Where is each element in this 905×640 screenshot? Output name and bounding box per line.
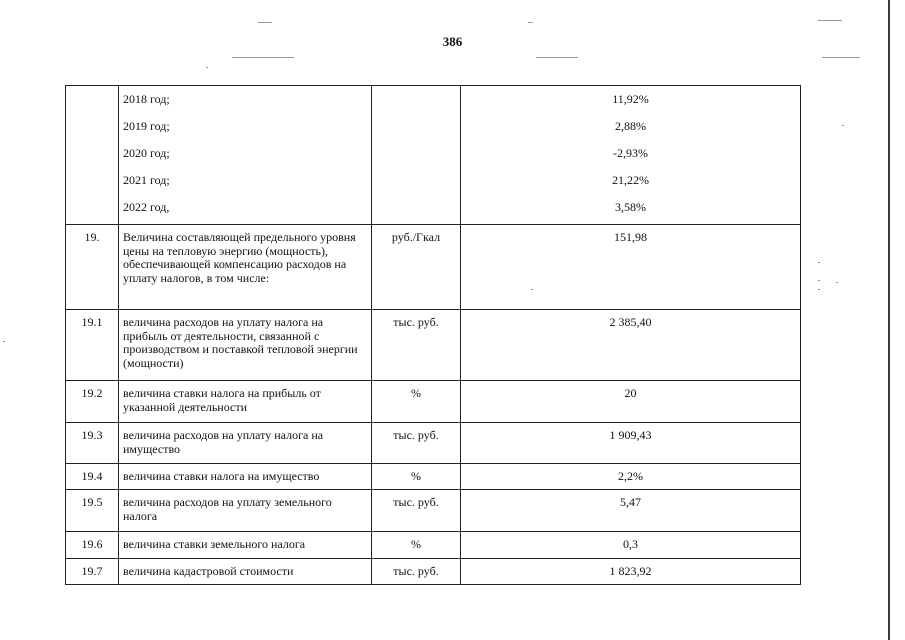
scan-edge xyxy=(888,0,890,640)
year-label: 2018 год; xyxy=(123,92,170,106)
row-value: 1 909,43 xyxy=(461,423,801,464)
table-row xyxy=(66,310,801,381)
scan-mark xyxy=(836,282,838,283)
tariff-table xyxy=(65,85,801,585)
year-value: -2,93% xyxy=(613,146,648,160)
unit-cell xyxy=(372,86,461,225)
scan-mark xyxy=(258,22,272,23)
year-value: 11,92% xyxy=(612,92,649,106)
row-unit: тыс. руб. xyxy=(372,559,461,585)
table-row xyxy=(66,464,801,490)
table-row xyxy=(66,225,801,310)
scan-mark xyxy=(536,57,578,58)
row-unit: % xyxy=(372,464,461,490)
page-number: 386 xyxy=(442,34,463,49)
scan-mark xyxy=(818,280,820,281)
row-value: 2,2% xyxy=(461,464,801,490)
row-unit: тыс. руб. xyxy=(372,423,461,464)
scan-mark xyxy=(528,22,533,23)
row-value: 5,47 xyxy=(461,490,801,532)
year-labels-cell xyxy=(119,86,372,225)
row-description: величина ставки налога на прибыль от указанной деятельности xyxy=(119,381,372,423)
row-description: величина расходов на уплату земельного налога xyxy=(119,490,372,532)
row-value: 151,98 xyxy=(461,225,801,310)
table-row xyxy=(66,559,801,585)
row-value: 0,3 xyxy=(461,532,801,559)
scan-mark xyxy=(818,289,820,290)
table-row xyxy=(66,490,801,532)
year-value: 2,88% xyxy=(615,119,646,133)
table-row xyxy=(66,381,801,423)
row-value: 1 823,92 xyxy=(461,559,801,585)
row-description: величина расходов на уплату налога на имущество xyxy=(119,423,372,464)
year-label: 2021 год; xyxy=(123,173,170,187)
year-label: 2022 год, xyxy=(123,200,170,214)
scan-mark xyxy=(818,262,820,263)
row-number-cell xyxy=(66,86,119,225)
row-description: величина ставки налога на имущество xyxy=(119,464,372,490)
row-number: 19.4 xyxy=(66,464,119,490)
row-unit: тыс. руб. xyxy=(372,310,461,381)
row-description: величина расходов на уплату налога на прибыль от деятельности, связанной с производством и поставкой тепловой энергии (мощности) xyxy=(119,310,372,381)
row-number: 19. xyxy=(66,225,119,310)
row-unit: тыс. руб. xyxy=(372,490,461,532)
scan-mark xyxy=(3,341,5,342)
row-number: 19.7 xyxy=(66,559,119,585)
row-unit: руб./Гкал xyxy=(372,225,461,310)
row-description: величина кадастровой стоимости xyxy=(119,559,372,585)
scan-mark xyxy=(232,57,294,58)
row-description: Величина составляющей предельного уровня цены на тепловую энергию (мощность), обеспечивающей компенсацию расходов на уплату налогов, в том числе: xyxy=(119,225,372,310)
scan-mark xyxy=(842,125,844,126)
table-row xyxy=(66,423,801,464)
row-unit: % xyxy=(372,532,461,559)
year-value: 21,22% xyxy=(612,173,649,187)
row-number: 19.5 xyxy=(66,490,119,532)
row-value: 2 385,40 xyxy=(461,310,801,381)
row-number: 19.3 xyxy=(66,423,119,464)
row-number: 19.2 xyxy=(66,381,119,423)
year-values-cell xyxy=(461,86,801,225)
row-value: 20 xyxy=(461,381,801,423)
year-label: 2020 год; xyxy=(123,146,170,160)
table-row xyxy=(66,532,801,559)
year-value: 3,58% xyxy=(615,200,646,214)
scan-mark xyxy=(822,57,860,58)
row-unit: % xyxy=(372,381,461,423)
scan-mark xyxy=(206,67,208,68)
year-label: 2019 год; xyxy=(123,119,170,133)
row-description: величина ставки земельного налога xyxy=(119,532,372,559)
table-row-years xyxy=(66,86,801,225)
scan-mark xyxy=(818,20,842,21)
row-number: 19.6 xyxy=(66,532,119,559)
row-number: 19.1 xyxy=(66,310,119,381)
